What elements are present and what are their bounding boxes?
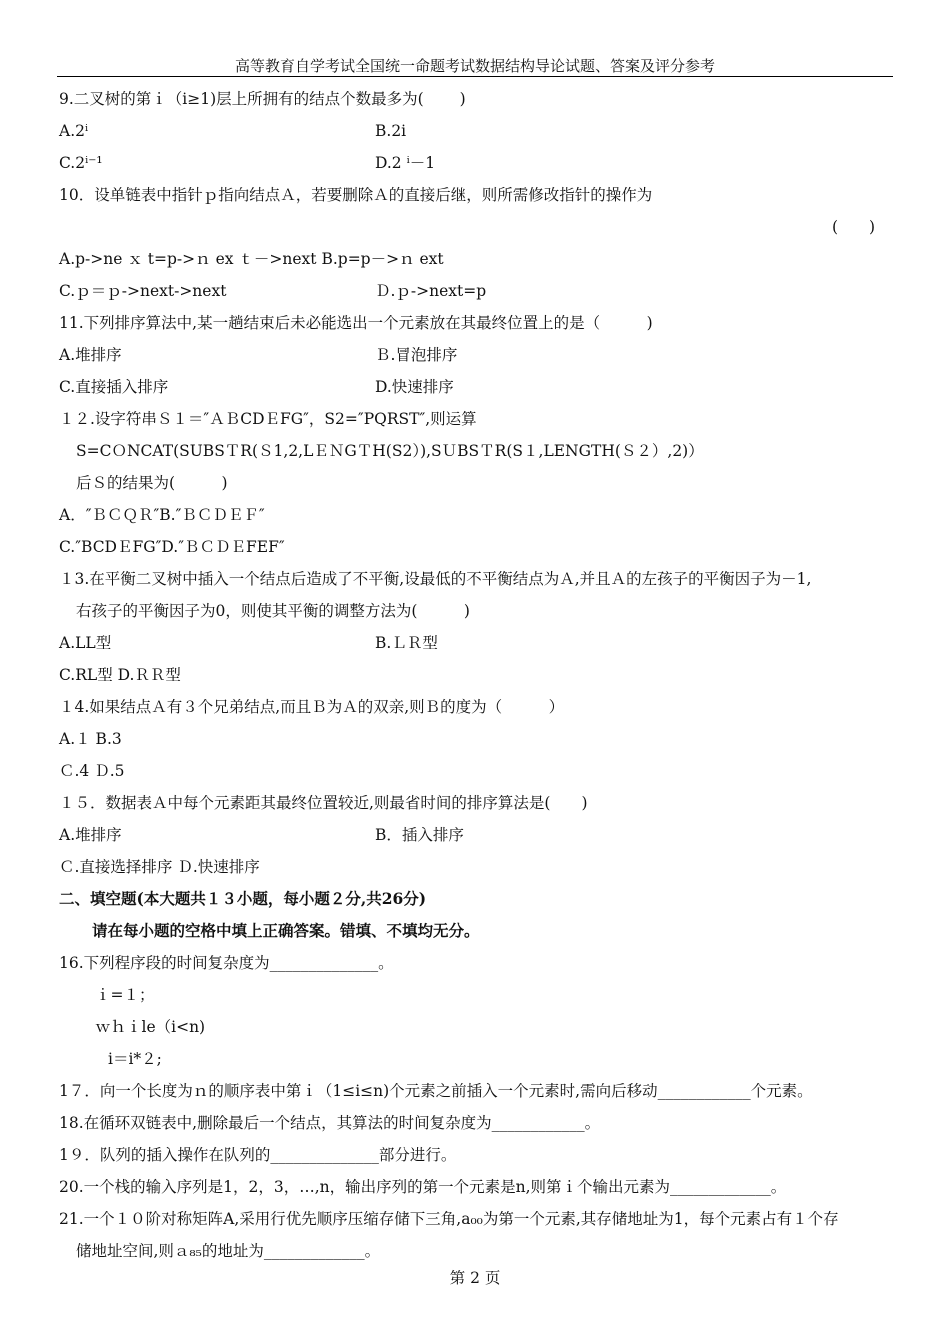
question-13: １3.在平衡二叉树中插入一个结点后造成了不平衡,设最低的不平衡结点为Ａ,并且Ａ的左孩子的平衡因子为－1,	[59, 570, 812, 588]
question-21: 21.一个１０阶对称矩阵A,采用行优先顺序压缩存储下三角,a₀₀为第一个元素,其存储地址为1，每个元素占有１个存	[59, 1210, 839, 1228]
page-header: 高等教育自学考试全国统一命题考试数据结构导论试题、答案及评分参考	[234, 57, 715, 75]
page-number: 第 2 页	[449, 1269, 501, 1287]
q15-option-a: A.堆排序	[59, 826, 122, 844]
q9-option-b: B.2i	[375, 122, 407, 140]
q16-code-line-1: ｉ=１；	[95, 986, 155, 1004]
q9-option-a: A.2ⁱ	[59, 122, 89, 140]
question-11: 11.下列排序算法中,某一趟结束后未必能选出一个元素放在其最终位置上的是（ )	[59, 314, 653, 332]
q13-option-b: B.ＬＲ型	[375, 634, 438, 652]
q13-continued: 右孩子的平衡因子为0，则使其平衡的调整方法为( )	[76, 602, 470, 620]
question-18: 18.在循环双链表中,删除最后一个结点，其算法的时间复杂度为____________。	[59, 1114, 601, 1132]
question-9: 9.二叉树的第ｉ（i≥1)层上所拥有的结点个数最多为( )	[59, 90, 466, 108]
q12-options-cd: C.″BCDＥFG″D.″ＢＣＤＥFEF″	[59, 538, 285, 556]
q12-expression: S=CＯNCAT(SUBSＴR(Ｓ1,2,LＥＮGＴH(S2）),SＵBSＴR(S１,LENGTH(Ｓ２）,2)）	[76, 442, 704, 460]
question-10: 10．设单链表中指针ｐ指向结点Ａ，若要删除Ａ的直接后继，则所需修改指针的操作为	[59, 186, 653, 204]
question-19: 1９．队列的插入操作在队列的______________部分进行。	[59, 1146, 457, 1164]
q21-continued: 储地址空间,则ａ₈₅的地址为_____________。	[76, 1242, 381, 1260]
question-12: １２.设字符串Ｓ１＝″ＡＢCDＥFG″，S2=″PQRST″,则运算	[59, 410, 477, 428]
q11-option-b: Ｂ.冒泡排序	[375, 346, 458, 364]
question-14: １4.如果结点Ａ有３个兄弟结点,而且Ｂ为Ａ的双亲,则Ｂ的度为（ ）	[59, 698, 565, 716]
q13-options-cd: C.RL型 D.ＲＲ型	[59, 666, 181, 684]
q9-option-d: D.2 ⁱ－1	[375, 154, 436, 172]
q12-options-ab: A．″ＢＣＱＲ″B.″ＢＣＤＥＦ″	[59, 506, 265, 524]
q10-answer-blank: ( )	[832, 218, 876, 236]
q10-option-c: C.ｐ＝ｐ->next->next	[59, 282, 227, 300]
q14-options-ab: A.１ B.3	[59, 730, 122, 748]
q10-options-ab: A.p->ne ｘ t=p->ｎ ex ｔ－>next B.p=p－>ｎ ext	[59, 250, 444, 268]
question-16: 16.下列程序段的时间复杂度为______________。	[59, 954, 394, 972]
q12-prompt: 后Ｓ的结果为( )	[76, 474, 228, 492]
q16-code-line-3: i＝i*２;	[108, 1050, 162, 1068]
q15-options-cd: Ｃ.直接选择排序 Ｄ.快速排序	[59, 858, 260, 876]
q10-option-d: Ｄ.ｐ->next=p	[375, 282, 487, 300]
q15-option-b: B．插入排序	[375, 826, 464, 844]
section-2-instruction: 请在每小题的空格中填上正确答案。错填、不填均无分。	[92, 921, 480, 940]
section-2-title: 二、填空题(本大题共１３小题，每小题２分,共26分)	[59, 889, 427, 908]
question-15: １５．数据表Ａ中每个元素距其最终位置较近,则最省时间的排序算法是( )	[59, 794, 588, 812]
q11-option-a: A.堆排序	[59, 346, 122, 364]
question-20: 20.一个栈的输入序列是1，2，3，…,n，输出序列的第一个元素是n,则第ｉ个输出元素为_____________。	[59, 1178, 787, 1196]
q13-option-a: A.LL型	[59, 634, 112, 652]
q14-options-cd: Ｃ.4 Ｄ.5	[59, 762, 125, 780]
q9-option-c: C.2ⁱ⁻¹	[59, 154, 103, 172]
header-divider	[57, 76, 893, 77]
q11-option-c: C.直接插入排序	[59, 378, 169, 396]
q11-option-d: D.快速排序	[375, 378, 454, 396]
q16-code-line-2: ｗｈｉle（i<n)	[95, 1018, 206, 1036]
question-17: 1７．向一个长度为ｎ的顺序表中第ｉ（1≤i≤n)个元素之前插入一个元素时,需向后移动____________个元素。	[59, 1082, 813, 1100]
